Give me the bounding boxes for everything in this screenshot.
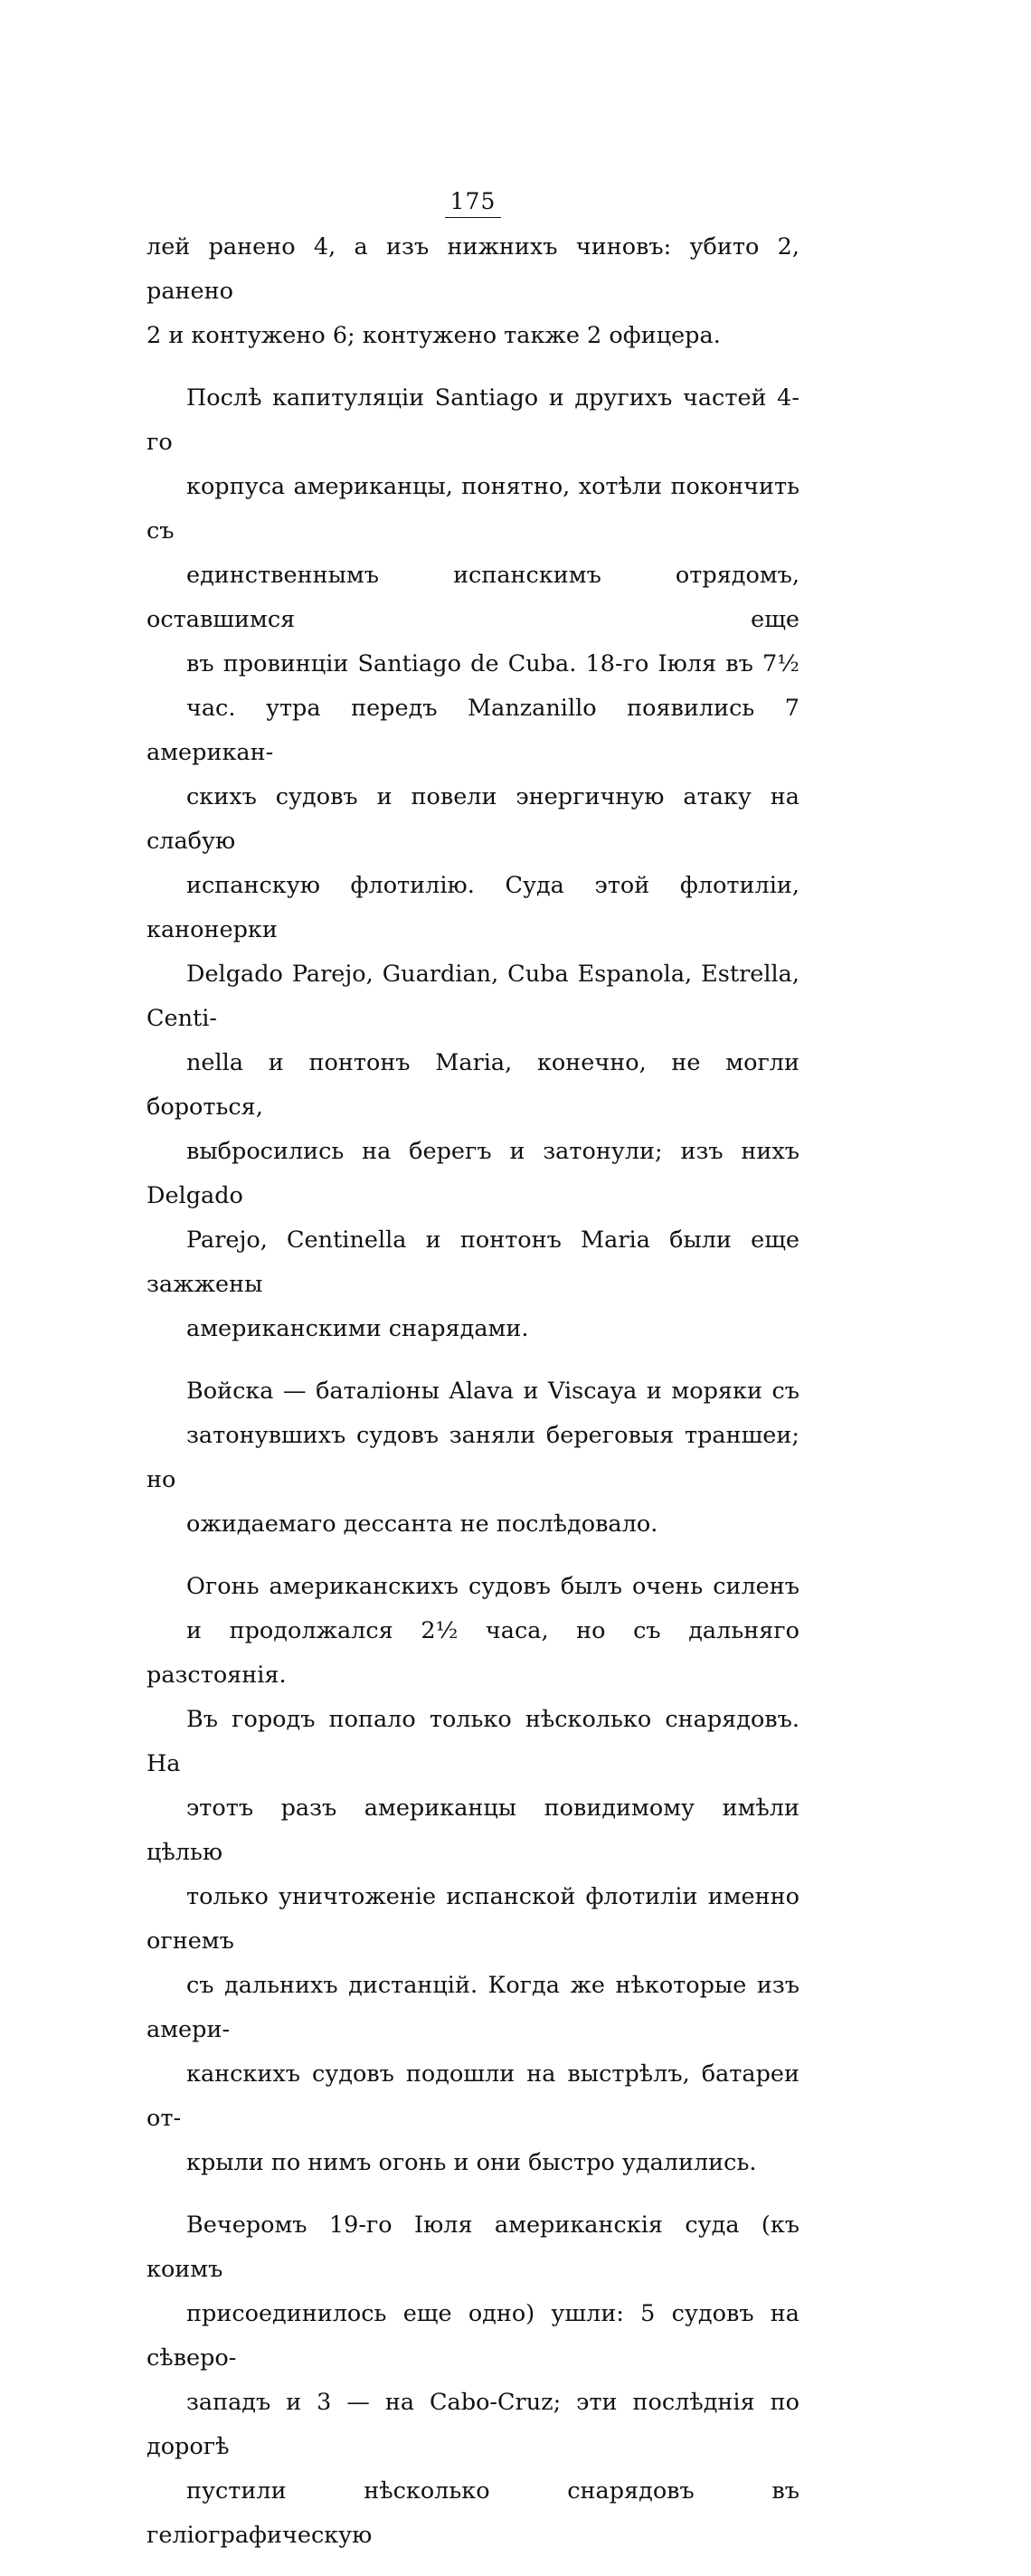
text-line: испанскую флотилію. Суда этой флотиліи, канонерки [147, 872, 799, 943]
text-line: Войска — баталіоны Alava и Viscaya и моряки съ [186, 1378, 799, 1405]
text-line: крыли по нимъ огонь и они быстро удалились. [186, 2149, 757, 2176]
paragraph-evening [147, 2203, 799, 2558]
text-line: ожидаемаго дессанта не послѣдовало. [186, 1511, 658, 1538]
text-line: лей ранено 4, а изъ нижнихъ чиновъ: убито 2, ранено [147, 233, 799, 305]
text-line: корпуса американцы, понятно, хотѣли покончить съ [147, 473, 799, 545]
paragraph-capitulation [147, 376, 799, 1351]
text-line: Послѣ капитуляціи Santiago и другихъ частей 4-го [147, 384, 799, 456]
text-line: Въ городъ попало только нѣсколько снарядовъ. На [147, 1706, 799, 1777]
text-line: присоединилось еще одно) ушли: 5 судовъ на сѣверо- [147, 2300, 799, 2372]
text-line: и продолжался 2½ часа, но съ дальняго разстоянія. [147, 1617, 799, 1689]
book-page [147, 186, 799, 2576]
paragraph-troops [147, 1369, 799, 1547]
text-line: канскихъ судовъ подошли на выстрѣлъ, батареи от- [147, 2060, 799, 2132]
text-line: час. утра передъ Manzanillo появились 7 американ- [147, 695, 799, 766]
text-line: Parejo, Centinella и понтонъ Maria были еще зажжены [147, 1226, 799, 1298]
text-line: nella и понтонъ Maria, конечно, не могли бороться, [147, 1049, 799, 1121]
text-line: въ провинціи Santiago de Cuba. 18-го Іюля въ 7½ [186, 650, 799, 677]
text-line: западъ и 3 — на Cabo-Cruz; эти послѣднія по дорогѣ [147, 2389, 799, 2460]
text-line: американскими снарядами. [186, 1315, 529, 1342]
page-number [147, 186, 799, 218]
text-line: Вечеромъ 19-го Іюля американскія суда (къ коимъ [147, 2211, 799, 2283]
text-line: только уничтоженіе испанской флотиліи именно огнемъ [147, 1883, 799, 1955]
paragraph-fire [147, 1565, 799, 2185]
text-line: пустили нѣсколько снарядовъ въ геліографическую [147, 2477, 799, 2549]
text-line: единственнымъ испанскимъ отрядомъ, оставшимся еще [147, 562, 799, 633]
paragraph-continuation [147, 225, 799, 358]
text-line: выбросились на берегъ и затонули; изъ нихъ Delgado [147, 1138, 799, 1209]
text-line: Огонь американскихъ судовъ былъ очень силенъ [186, 1573, 799, 1600]
text-line: затонувшихъ судовъ заняли береговыя траншеи; но [147, 1422, 799, 1493]
text-line: скихъ судовъ и повели энергичную атаку на слабую [147, 783, 799, 855]
text-line: этотъ разъ американцы повидимому имѣли цѣлью [147, 1795, 799, 1866]
text-line: 2 и контужено 6; контужено также 2 офицера. [147, 322, 721, 349]
text-line: съ дальнихъ дистанцій. Когда же нѣкоторые изъ амери- [147, 1972, 799, 2043]
page-number-text: 175 [445, 186, 502, 218]
text-line: Delgado Parejo, Guardian, Cuba Espanola, Estrella, Centi- [147, 961, 799, 1032]
